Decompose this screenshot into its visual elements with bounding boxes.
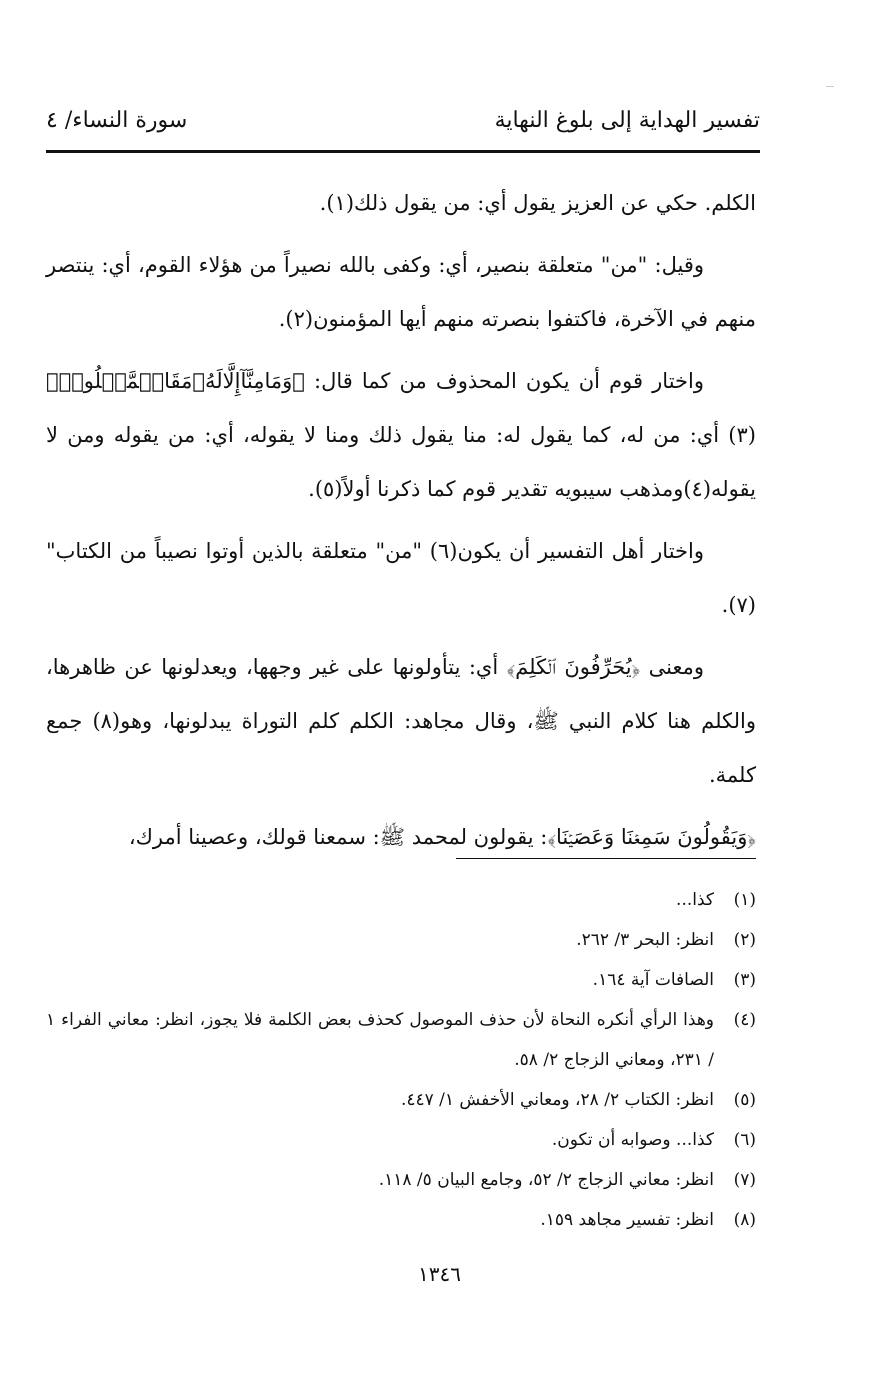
footnotes xyxy=(46,880,756,1240)
footnote-text: كذا... وصوابه أن تكون. xyxy=(551,1130,714,1150)
footnote xyxy=(46,880,756,920)
footnote-text: وهذا الرأي أنكره النحاة لأن حذف الموصول كحذف بعض الكلمة فلا يجوز، انظر: معاني الفراء ١ / ٢٣١، ومعاني الزجاج ٢/ ٥٨. xyxy=(46,1010,714,1070)
paragraph: الكلم. حكي عن العزيز يقول أي: من يقول ذلك(١). xyxy=(319,191,756,215)
footnote-number: (٤) xyxy=(733,1010,756,1030)
footnote-number: (٦) xyxy=(733,1130,756,1150)
footnote xyxy=(46,1200,756,1240)
footnote-text: انظر: تفسير مجاهد ١٥٩. xyxy=(540,1210,714,1230)
footnote xyxy=(46,920,756,960)
footnote xyxy=(46,1160,756,1200)
paragraph: واختار قوم أن يكون المحذوف من كما قال: ﴿وَمَامِنَّآإِلَّالَهُۥمَقَامٞمَّعۡلُومٞ﴾(٣) أي: من له، كما يقول له: منا يقول ذلك ومنا لا يقوله، أي: من يقوله ومن لا يقوله(٤)ومذهب سيبويه تقدير قوم كما ذكرنا أولاً(٥). xyxy=(46,369,756,501)
running-header xyxy=(46,108,760,133)
footnote xyxy=(46,1000,756,1080)
header-rule xyxy=(46,150,760,153)
footnote-text: كذا... xyxy=(676,890,714,910)
footnote-number: (٧) xyxy=(733,1170,756,1190)
surah-label: سورة النساء/ ٤ xyxy=(46,108,188,133)
paragraph: ومعنى ﴿يُحَرِّفُونَ ٱلۡكَلِمَ﴾ أي: يتأولونها على غير وجهها، ويعدلونها عن ظاهرها، والكلم هنا كلام النبي ﷺ، وقال مجاهد: الكلم كلم التوراة يبدلونها، وهو(٨) جمع كلمة. xyxy=(46,655,756,787)
footnote xyxy=(46,1080,756,1120)
footnote-text: انظر: معاني الزجاج ٢/ ٥٢، وجامع البيان ٥/ ١١٨. xyxy=(378,1170,714,1190)
footnote-number: (٥) xyxy=(733,1090,756,1110)
paragraph: واختار أهل التفسير أن يكون(٦) "من" متعلقة بالذين أوتوا نصيباً من الكتاب"(٧). xyxy=(46,539,756,617)
scan-mark xyxy=(826,86,834,87)
page-number: ١٣٤٦ xyxy=(418,1262,461,1286)
footnote-number: (٣) xyxy=(733,970,756,990)
book-title: تفسير الهداية إلى بلوغ النهاية xyxy=(494,108,760,133)
footnote-number: (٢) xyxy=(733,930,756,950)
footnote-text: انظر: الكتاب ٢/ ٢٨، ومعاني الأخفش ١/ ٤٤٧. xyxy=(400,1090,714,1110)
footnote-text: الصافات آية ١٦٤. xyxy=(592,970,714,990)
footnote-text: انظر: البحر ٣/ ٢٦٢. xyxy=(576,930,714,950)
paragraph: وقيل: "من" متعلقة بنصير، أي: وكفى بالله نصيراً من هؤلاء القوم، أي: ينتصر منهم في الآخرة، فاكتفوا بنصرته منهم أيها المؤمنون(٢). xyxy=(46,253,756,331)
footnote-separator xyxy=(456,858,756,859)
footnote xyxy=(46,960,756,1000)
paragraph: ﴿وَيَقُولُونَ سَمِعۡنَا وَعَصَيۡنَا﴾: يقولون لمحمد ﷺ: سمعنا قولك، وعصينا أمرك، xyxy=(128,825,756,849)
footnote-number: (١) xyxy=(733,890,756,910)
main-text xyxy=(46,176,756,872)
footnote xyxy=(46,1120,756,1160)
footnote-number: (٨) xyxy=(733,1210,756,1230)
